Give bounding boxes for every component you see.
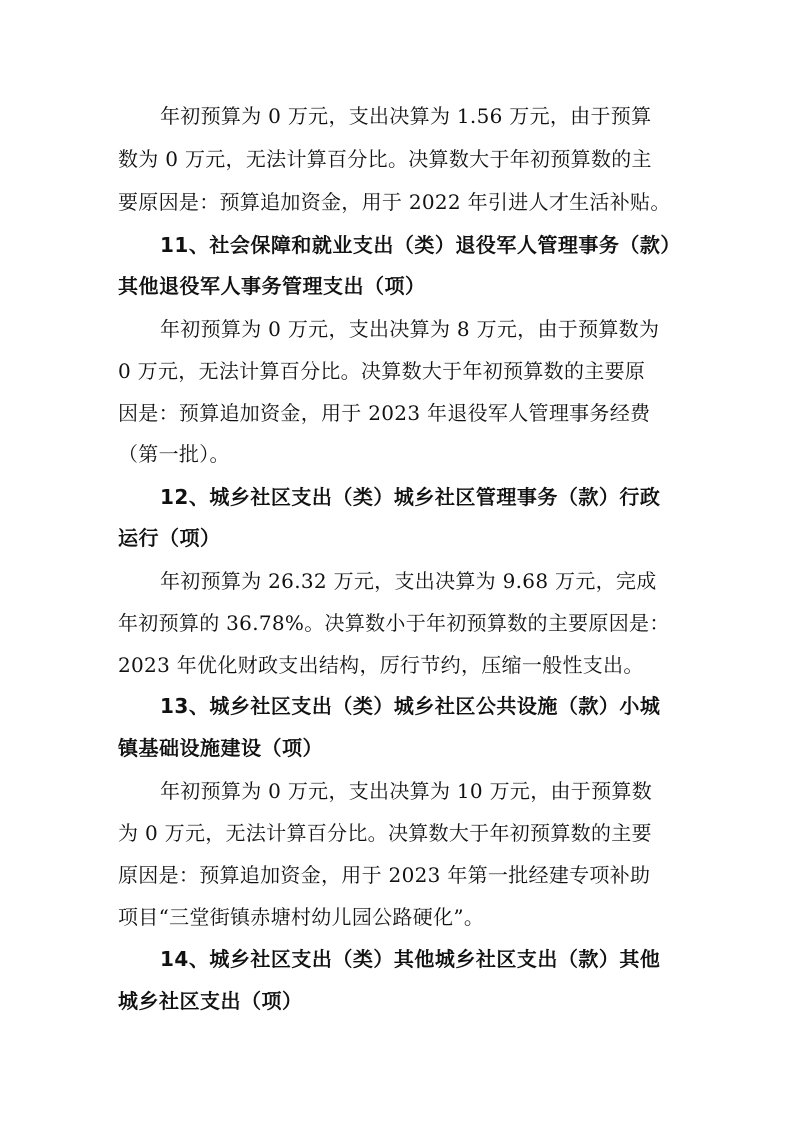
paragraph-line: 年初预算为 26.32 万元，支出决算为 9.68 万元，完成 (160, 569, 657, 593)
section-heading-11: 11、社会保障和就业支出（类）退役军人管理事务（款） (160, 233, 681, 257)
section-heading-11-cont: 其他退役军人事务管理支出（项） (118, 274, 426, 298)
paragraph-line: 年初预算为 0 万元，支出决算为 1.56 万元，由于预算 (160, 104, 652, 128)
paragraph-line: 项目“三堂街镇赤塘村幼儿园公路硬化”。 (118, 905, 485, 929)
paragraph-line: 年初预算为 0 万元，支出决算为 8 万元，由于预算数为 (160, 317, 660, 341)
section-heading-12-cont: 运行（项） (118, 526, 221, 550)
paragraph-line: 原因是：预算追加资金，用于 2023 年第一批经建专项补助 (118, 863, 651, 887)
paragraph-line: 为 0 万元，无法计算百分比。决算数大于年初预算数的主要 (118, 821, 652, 845)
paragraph-line: 年初预算的 36.78%。决算数小于年初预算数的主要原因是： (118, 611, 670, 635)
section-heading-14: 14、城乡社区支出（类）其他城乡社区支出（款）其他 (160, 947, 661, 971)
paragraph-line: （第一批）。 (118, 442, 230, 466)
section-heading-14-cont: 城乡社区支出（项） (118, 989, 303, 1013)
section-heading-13-cont: 镇基础设施建设（项） (118, 736, 323, 760)
section-heading-13: 13、城乡社区支出（类）城乡社区公共设施（款）小城 (160, 694, 661, 718)
paragraph-line: 2023 年优化财政支出结构，厉行节约，压缩一般性支出。 (118, 653, 644, 677)
paragraph-line: 数为 0 万元，无法计算百分比。决算数大于年初预算数的主 (118, 147, 652, 171)
paragraph-line: 因是：预算追加资金，用于 2023 年退役军人管理事务经费 (118, 401, 651, 425)
paragraph-line: 0 万元，无法计算百分比。决算数大于年初预算数的主要原 (118, 359, 646, 383)
paragraph-line: 年初预算为 0 万元，支出决算为 10 万元，由于预算数 (160, 779, 653, 803)
section-heading-12: 12、城乡社区支出（类）城乡社区管理事务（款）行政 (160, 485, 661, 509)
paragraph-line: 要原因是：预算追加资金，用于 2022 年引进人才生活补贴。 (118, 190, 671, 214)
